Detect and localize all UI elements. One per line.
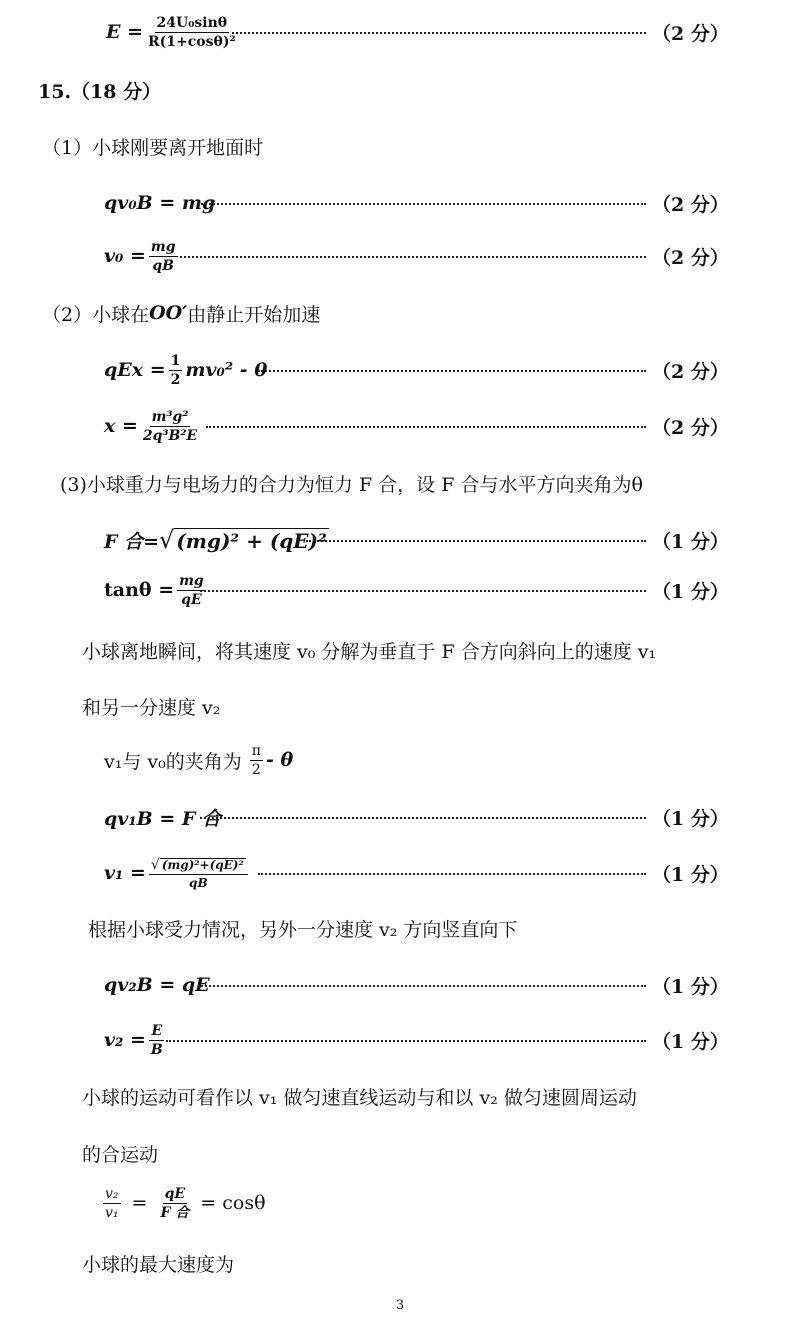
angle-num: π bbox=[251, 742, 261, 759]
score-label: （2 分） bbox=[652, 416, 729, 439]
part2-heading-oo: OO′ bbox=[149, 302, 188, 324]
part1-eq2-num: mg bbox=[150, 238, 176, 255]
part3-eqv2B-line bbox=[0, 965, 800, 1005]
part1-eq2-den: qB bbox=[152, 257, 175, 274]
dot-leader bbox=[166, 1040, 646, 1042]
half-num: 1 bbox=[170, 352, 181, 369]
part3-text1: 小球离地瞬间，将其速度 v₀ 分解为垂直于 F 合方向斜向上的速度 v₁ bbox=[82, 640, 657, 663]
part2-heading-pre: （2）小球在 bbox=[42, 303, 150, 326]
part3-eqv2-line bbox=[0, 1020, 800, 1060]
eq-v2-den: B bbox=[150, 1041, 163, 1058]
eqF-root: (mg)² + (qE)² bbox=[176, 528, 327, 553]
ratio-den2: F 合 bbox=[160, 1204, 190, 1221]
half-den: 2 bbox=[170, 371, 181, 388]
part3-heading: (3)小球重力与电场力的合力为恒力 F 合，设 F 合与水平方向夹角为θ bbox=[60, 473, 643, 496]
part3-text3: 根据小球受力情况，另外一分速度 v₂ 方向竖直向下 bbox=[88, 918, 518, 941]
dot-leader bbox=[232, 32, 646, 34]
part3-eqv1-line bbox=[0, 853, 800, 893]
score-label: （1 分） bbox=[652, 807, 729, 830]
part3-text4: 小球的运动可看作以 v₁ 做匀速直线运动与和以 v₂ 做匀速圆周运动 bbox=[82, 1086, 637, 1109]
dot-leader bbox=[198, 203, 646, 205]
dot-leader bbox=[200, 817, 646, 819]
question-15-heading: 15.（18 分） bbox=[38, 80, 162, 103]
sqrt bbox=[159, 525, 329, 554]
part2-eq1-lhs: qEx = bbox=[104, 359, 166, 381]
eq-v1-lhs: v₁ = bbox=[104, 862, 146, 884]
part3-text2: 和另一分速度 v₂ bbox=[82, 696, 221, 719]
score-label: （1 分） bbox=[652, 580, 729, 603]
part3-angle-line bbox=[0, 740, 800, 780]
question-15-heading-line bbox=[0, 70, 800, 110]
dot-leader bbox=[206, 426, 646, 428]
angle-fraction bbox=[250, 744, 263, 777]
half-fraction bbox=[169, 354, 183, 387]
score-label: （2 分） bbox=[652, 246, 729, 269]
part2-eq1-rhs: mv₀² - 0 bbox=[185, 359, 268, 381]
part1-eq2-line bbox=[0, 236, 800, 276]
angle-den: 2 bbox=[251, 761, 261, 778]
eq-v1-root: (mg)²+(qE)² bbox=[161, 857, 244, 872]
eq-E-numerator: 24U₀sinθ bbox=[156, 14, 228, 31]
ratio-num1: v₂ bbox=[105, 1185, 119, 1202]
dot-leader bbox=[180, 256, 646, 258]
ratio-rhs: = cosθ bbox=[200, 1192, 266, 1214]
part3-text6-line bbox=[0, 1243, 800, 1283]
part1-eq2-fraction bbox=[149, 240, 178, 273]
ratio-fraction-2 bbox=[158, 1187, 191, 1220]
ratio-fraction-1 bbox=[103, 1187, 121, 1220]
part3-text4-line bbox=[0, 1076, 800, 1116]
score-label: （1 分） bbox=[652, 1030, 729, 1053]
part3-eqv1B-line bbox=[0, 797, 800, 837]
part2-eq2-fraction bbox=[141, 410, 199, 443]
eq-E-lhs: E = bbox=[106, 21, 144, 43]
part2-eq2-den: 2q³B²E bbox=[142, 427, 198, 444]
eq-v2-lhs: v₂ = bbox=[104, 1029, 146, 1051]
eqF-lhs: F 合= bbox=[104, 530, 160, 553]
eq-v1-den: qB bbox=[189, 875, 208, 890]
eq-v2B: qv₂B = qE bbox=[104, 974, 210, 996]
radical-sign: √ bbox=[150, 856, 160, 873]
ratio-num2: qE bbox=[164, 1185, 186, 1202]
eq-v1-fraction bbox=[149, 858, 248, 889]
score-label: （1 分） bbox=[652, 863, 729, 886]
ratio-den1: v₁ bbox=[105, 1204, 119, 1221]
eq-E-fraction bbox=[146, 16, 238, 49]
part1-heading: （1）小球刚要离开地面时 bbox=[42, 136, 264, 159]
score-label: （2 分） bbox=[652, 193, 729, 216]
eq-v1-num bbox=[149, 858, 248, 875]
part3-text1-line bbox=[0, 630, 800, 670]
eq-v2-num: E bbox=[151, 1022, 163, 1039]
part1-heading-line bbox=[0, 126, 800, 166]
equation-line-E bbox=[0, 12, 800, 52]
eqTan-den: qE bbox=[181, 591, 202, 608]
part3-text3-line bbox=[0, 908, 800, 948]
eq-v2-fraction bbox=[149, 1024, 165, 1057]
angle-pre: v₁与 v₀的夹角为 bbox=[104, 750, 242, 773]
dot-leader bbox=[258, 370, 646, 372]
page-number: 3 bbox=[395, 1298, 405, 1313]
part1-eq1-line bbox=[0, 183, 800, 223]
part3-text5-line bbox=[0, 1133, 800, 1173]
part2-eq1-line bbox=[0, 350, 800, 390]
part2-eq2-num: m³g² bbox=[151, 408, 189, 425]
eq-v1B: qv₁B = F 合 bbox=[104, 807, 221, 830]
dot-leader bbox=[258, 873, 646, 875]
dot-leader bbox=[200, 590, 646, 592]
score-label: （1 分） bbox=[652, 975, 729, 998]
part3-eqF-line bbox=[0, 520, 800, 560]
score-label: （2 分） bbox=[652, 22, 729, 45]
part2-heading-line bbox=[0, 293, 800, 333]
part2-eq2-line bbox=[0, 406, 800, 446]
part3-text2-line bbox=[0, 686, 800, 726]
dot-leader bbox=[306, 540, 646, 542]
eqTan-num: mg bbox=[179, 572, 204, 589]
score-label: （1 分） bbox=[652, 530, 729, 553]
part1-eq2-lhs: v₀ = bbox=[104, 245, 146, 267]
eq-E-denominator: R(1+cosθ)² bbox=[148, 33, 236, 50]
ratio-equals: = bbox=[131, 1192, 148, 1214]
part3-eqTan-line bbox=[0, 570, 800, 610]
part3-heading-line bbox=[0, 463, 800, 503]
dot-leader bbox=[198, 985, 646, 987]
score-label: （2 分） bbox=[652, 360, 729, 383]
part2-heading-post: 由静止开始加速 bbox=[187, 303, 321, 326]
part3-text5: 的合运动 bbox=[82, 1143, 159, 1166]
radical-sign: √ bbox=[159, 525, 175, 554]
sqrt bbox=[151, 858, 246, 872]
part3-ratio-line bbox=[0, 1183, 800, 1223]
angle-post: - θ bbox=[265, 749, 294, 771]
part2-eq2-lhs: x = bbox=[104, 415, 138, 437]
eqTan-lhs: tanθ = bbox=[104, 579, 175, 601]
part1-eq1: qv₀B = mg bbox=[104, 192, 216, 214]
part3-text6: 小球的最大速度为 bbox=[82, 1253, 235, 1276]
